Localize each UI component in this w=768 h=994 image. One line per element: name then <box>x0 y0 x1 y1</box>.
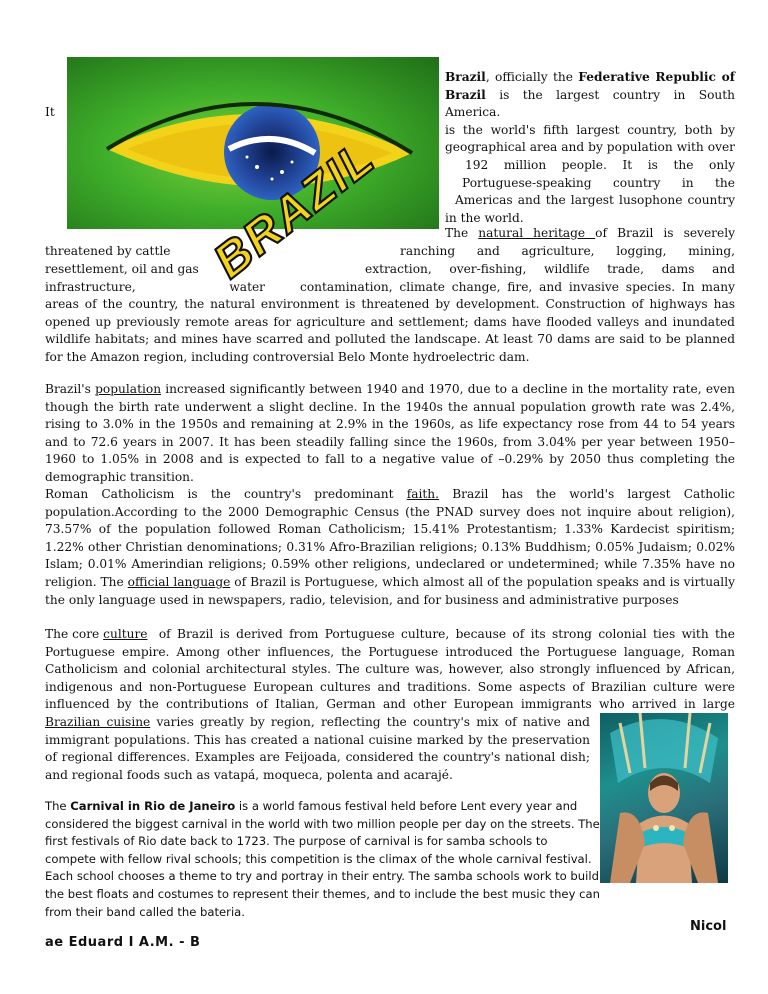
heritage-rest: areas of the country, the natural environment is threatened by development. Construction of highways has opened up previously remote areas for agriculture and settlement; dams have flooded valleys and inundated wildlife habitats; and mines have scarred and polluted the landscape. At least 70 dams are said to be planned for the Amazon region, including controversial Belo Monte hydroelectric dam. <box>45 297 735 364</box>
intro-paragraph: Brazil, officially the Federative Republic of Brazil is the largest country in South America. is the world's fifth largest country, both by geographical area and by population with over 192 million people. It is the only Portuguese-speaking country in the Americas and the largest lusophone country in the world. <box>445 70 735 225</box>
it-word: It <box>45 105 55 119</box>
carnival-paragraph: The Carnival in Rio de Janeiro is a world famous festival held before Lent every year and considered the biggest carnival in the world with two million people per day on the streets. The first festivals of Rio date back to 1723. The purpose of carnival is for samba schools to compete with fellow rival schools; this competition is the climax of the whole carnival festival. Each school chooses a theme to try and portray in their entry. The samba schools work to build the best floats and costumes to represent their themes, and to include the best music they can from their band called the bateria. <box>45 799 600 919</box>
dancer-graphic <box>600 713 728 883</box>
population-paragraph: Brazil's population increased significantly between 1940 and 1970, due to a decline in the mortality rate, even though the birth rate underwent a slight decline. In the 1940s the annual population growth rate was 2.4%, rising to 3.0% in the 1950s and remaining at 2.9% in the 1960s, as life expectancy rose from 44 to 54 years and to 72.6 years in 2007. It has been steadily falling since the 1960s, from 3.04% per year between 1950–1960 to 1.05% in 2008 and is expected to fall to a negative value of –0.29% by 2050 thus completing the demographic transition. <box>45 382 735 484</box>
author-right: Nicol <box>690 919 727 934</box>
brazilian-cuisine-link[interactable]: Brazilian cuisine <box>45 715 151 729</box>
cuisine-paragraph: Brazilian cuisine varies greatly by region, reflecting the country's mix of native and immigrant populations. This has created a national cuisine marked by the preservation of regional differences. Examples are Feijoada, considered the country's national dish; and regional foods such as vatapá, moqueca, polenta and acarajé. <box>45 715 590 782</box>
heritage-paragraph: The natural heritage of Brazil is severely <box>445 226 735 240</box>
culture-paragraph: of Brazil is derived from Portuguese culture, because of its strong colonial ties with the Portuguese empire. Among other influences, the Portuguese introduced the Portuguese language, Roman Catholicism and colonial architectural styles. The culture was, however, also strongly influenced by African, indigenous and non-Portuguese European cultures and traditions. Some aspects of Brazilian culture were influenced by the contributions of Italian, German and other European immigrants who arrived in large <box>45 627 735 712</box>
brazil-name: Brazil <box>445 70 486 84</box>
religion-paragraph: Roman Catholicism is the country's predominant faith. Brazil has the world's largest Catholic population.According to the 2000 Demographic Census (the PNAD survey does not inquire about religion), 73.57% of the population followed Roman Catholicism; 15.41% Protestantism; 1.33% Kardecist spiritism; 1.22% other Christian denominations; 0.31% Afro-Brazilian religions; 0.13% Buddhism; 0.05% Judaism; 0.02% Islam; 0.01% Amerindian religions; 0.59% other religions, undeclared or undetermined; while 7.35% have no religion. The official language of Brazil is Portuguese, which almost all of the population speaks and is virtually the only language used in newspapers, radio, television, and for business and administrative purposes <box>45 487 735 607</box>
carnival-rio-bold: Carnival in Rio de Janeiro <box>70 799 236 813</box>
wordart-text: BRAZIL <box>205 131 385 289</box>
natural-heritage-link[interactable]: natural heritage <box>478 226 596 240</box>
carnival-dancer-image <box>600 713 728 883</box>
culture-link[interactable]: culture <box>103 627 148 641</box>
population-link[interactable]: population <box>95 382 162 396</box>
official-language-link[interactable]: official language <box>127 574 231 589</box>
culture-paragraph-top: The core culture <box>45 627 148 641</box>
author-left: ae Eduard I A.M. - B <box>45 935 201 950</box>
faith-link[interactable]: faith. <box>406 487 440 501</box>
